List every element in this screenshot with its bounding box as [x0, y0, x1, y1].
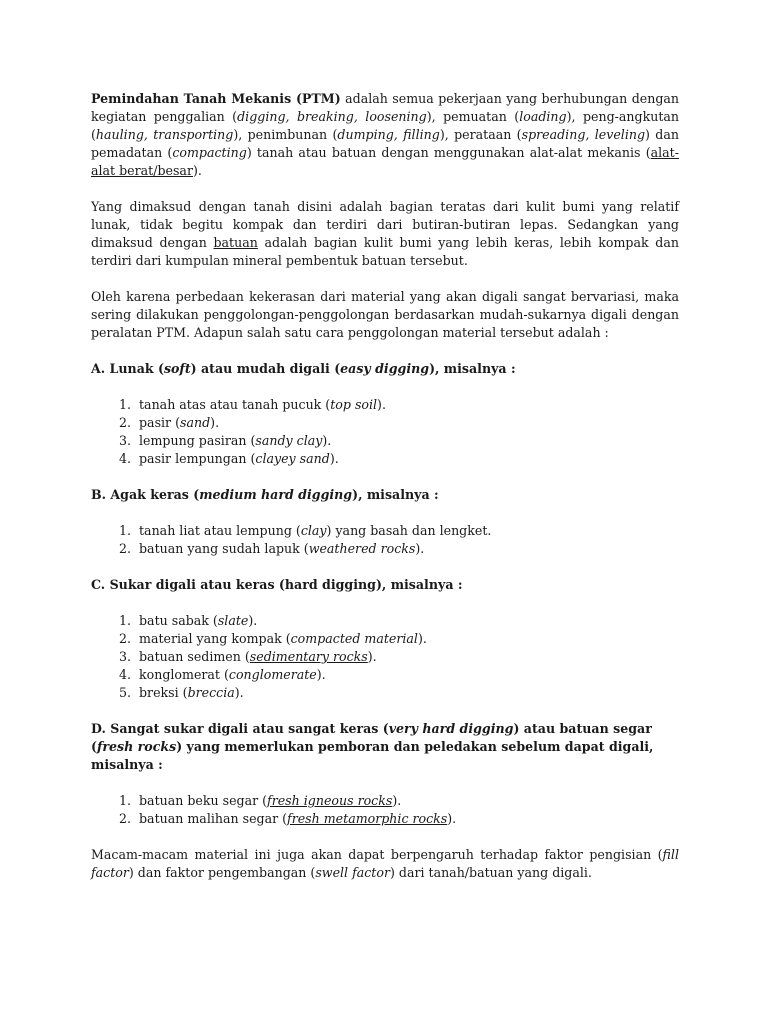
item-text: tanah liat atau lempung ( — [139, 523, 301, 538]
list-item — [135, 414, 679, 432]
definition-paragraph — [91, 198, 679, 270]
item-text: ). — [322, 433, 332, 448]
text-span: ), peng-angkutan ( — [91, 109, 680, 142]
italic-term: loading — [519, 109, 567, 124]
italic-term: sandy clay — [255, 433, 323, 448]
item-text: ). — [447, 811, 457, 826]
text-span: Macam-macam material ini juga akan dapat berpengaruh terhadap faktor pengisian ( — [91, 847, 663, 862]
italic-term: soft — [163, 361, 191, 376]
item-text: ). — [248, 613, 258, 628]
section-a-list — [91, 396, 679, 468]
item-text: batuan sedimen ( — [139, 649, 250, 664]
italic-term: dumping, filling — [337, 127, 440, 142]
closing-paragraph — [91, 846, 679, 882]
document-page — [91, 90, 679, 882]
item-text: batuan beku segar ( — [139, 793, 268, 808]
section-d-heading — [91, 720, 679, 774]
section-d-list — [91, 792, 679, 828]
section-b-heading — [91, 486, 679, 504]
item-text: material yang kompak ( — [139, 631, 291, 646]
heading-text: D. Sangat sukar digali atau sangat keras ( — [91, 721, 389, 736]
italic-term: medium hard digging — [199, 487, 353, 502]
italic-term: sedimentary rocks — [249, 649, 368, 664]
text-span: Oleh karena perbedaan kekerasan dari material yang akan digali sangat bervariasi, maka sering dilakukan penggolongan-penggolongan berdasarkan mudah-sukarnya digali dengan peralatan PTM. Adapun salah satu cara penggolongan material tersebut adalah : — [91, 289, 679, 340]
italic-term: very hard digging — [388, 721, 514, 736]
item-text: ) yang basah dan lengket. — [326, 523, 492, 538]
item-text: ). — [415, 541, 425, 556]
list-item — [135, 630, 679, 648]
item-text: batu sabak ( — [139, 613, 218, 628]
item-text: ). — [417, 631, 427, 646]
heading-text: ), misalnya : — [352, 487, 439, 502]
list-item — [135, 648, 679, 666]
item-text: ). — [329, 451, 339, 466]
italic-term: digging, breaking, loosening — [237, 109, 427, 124]
item-text: ). — [377, 397, 386, 412]
text-span: ). — [192, 163, 202, 178]
section-a-heading — [91, 360, 679, 378]
underlined-term: batuan — [213, 235, 258, 250]
text-span: Yang dimaksud dengan tanah disini adalah bagian teratas dari kulit bumi yang relatif lunak, tidak begitu kompak dan terdiri dari butiran-butiran lepas. Sedangkan yang dimaksud dengan — [91, 199, 679, 250]
text-span: ) dari tanah/batuan yang digali. — [389, 865, 592, 880]
list-item — [135, 522, 679, 540]
list-item — [135, 540, 679, 558]
item-text: pasir lempungan ( — [139, 451, 256, 466]
item-text: ). — [316, 667, 326, 682]
italic-term: fresh rocks — [96, 739, 177, 754]
heading-text: ) yang memerlukan pemboran dan peledakan sebelum dapat digali, misalnya : — [91, 739, 654, 772]
text-span: ) tanah atau batuan dengan menggunakan alat-alat mekanis ( — [246, 145, 651, 160]
list-item — [135, 396, 679, 414]
heading-text: ) atau batuan segar ( — [91, 721, 652, 754]
heading-text: A. Lunak ( — [91, 361, 164, 376]
item-text: tanah atas atau tanah pucuk ( — [139, 397, 331, 412]
item-text: ). — [367, 649, 377, 664]
italic-term: compacting — [172, 145, 247, 160]
italic-term: top soil — [330, 397, 378, 412]
text-span: ), perataan ( — [439, 127, 522, 142]
heading-text: B. Agak keras ( — [91, 487, 200, 502]
italic-term: fresh igneous rocks — [267, 793, 393, 808]
list-item — [135, 684, 679, 702]
italic-term: slate — [217, 613, 249, 628]
section-c-heading: C. Sukar digali atau keras (hard digging), misalnya : — [91, 577, 463, 592]
text-span: ), penimbunan ( — [233, 127, 338, 142]
intro-paragraph — [91, 90, 679, 180]
italic-term: swell factor — [315, 865, 390, 880]
list-item — [135, 612, 679, 630]
italic-term: compacted material — [290, 631, 418, 646]
italic-term: easy digging — [340, 361, 430, 376]
italic-term: sand — [180, 415, 211, 430]
list-item — [135, 666, 679, 684]
italic-term: weathered rocks — [308, 541, 416, 556]
ptm-term: Pemindahan Tanah Mekanis (PTM) — [91, 91, 341, 106]
classification-paragraph — [91, 288, 679, 342]
list-item — [135, 450, 679, 468]
italic-term: conglomerate — [228, 667, 317, 682]
italic-term: hauling, transporting — [95, 127, 234, 142]
text-span: adalah semua pekerjaan yang berhubungan dengan kegiatan penggalian ( — [91, 91, 679, 124]
list-item — [135, 432, 679, 450]
italic-term: clay — [300, 523, 327, 538]
item-text: lempung pasiran ( — [139, 433, 256, 448]
section-c-list — [91, 612, 679, 702]
italic-term: clayey sand — [255, 451, 330, 466]
item-text: ). — [234, 685, 244, 700]
text-span: ), pemuatan ( — [426, 109, 520, 124]
section-b-list — [91, 522, 679, 558]
item-text: pasir ( — [139, 415, 180, 430]
italic-term: breccia — [187, 685, 235, 700]
text-span: ) dan pemadatan ( — [91, 127, 679, 160]
italic-term: spreading, leveling — [521, 127, 646, 142]
underlined-term: alat-alat berat/besar — [91, 145, 679, 178]
text-span: ) dan faktor pengembangan ( — [128, 865, 316, 880]
item-text: ). — [392, 793, 402, 808]
item-text: konglomerat ( — [139, 667, 229, 682]
italic-term: fresh metamorphic rocks — [287, 811, 448, 826]
italic-term: fill factor — [91, 847, 679, 880]
item-text: batuan malihan segar ( — [139, 811, 288, 826]
item-text: ). — [210, 415, 220, 430]
heading-text: ) atau mudah digali ( — [190, 361, 341, 376]
heading-text: ), misalnya : — [429, 361, 516, 376]
item-text: breksi ( — [139, 685, 188, 700]
text-span: adalah bagian kulit bumi yang lebih keras, lebih kompak dan terdiri dari kumpulan mineral pembentuk batuan tersebut. — [91, 235, 679, 268]
list-item — [135, 810, 679, 828]
item-text: batuan yang sudah lapuk ( — [139, 541, 309, 556]
list-item — [135, 792, 679, 810]
